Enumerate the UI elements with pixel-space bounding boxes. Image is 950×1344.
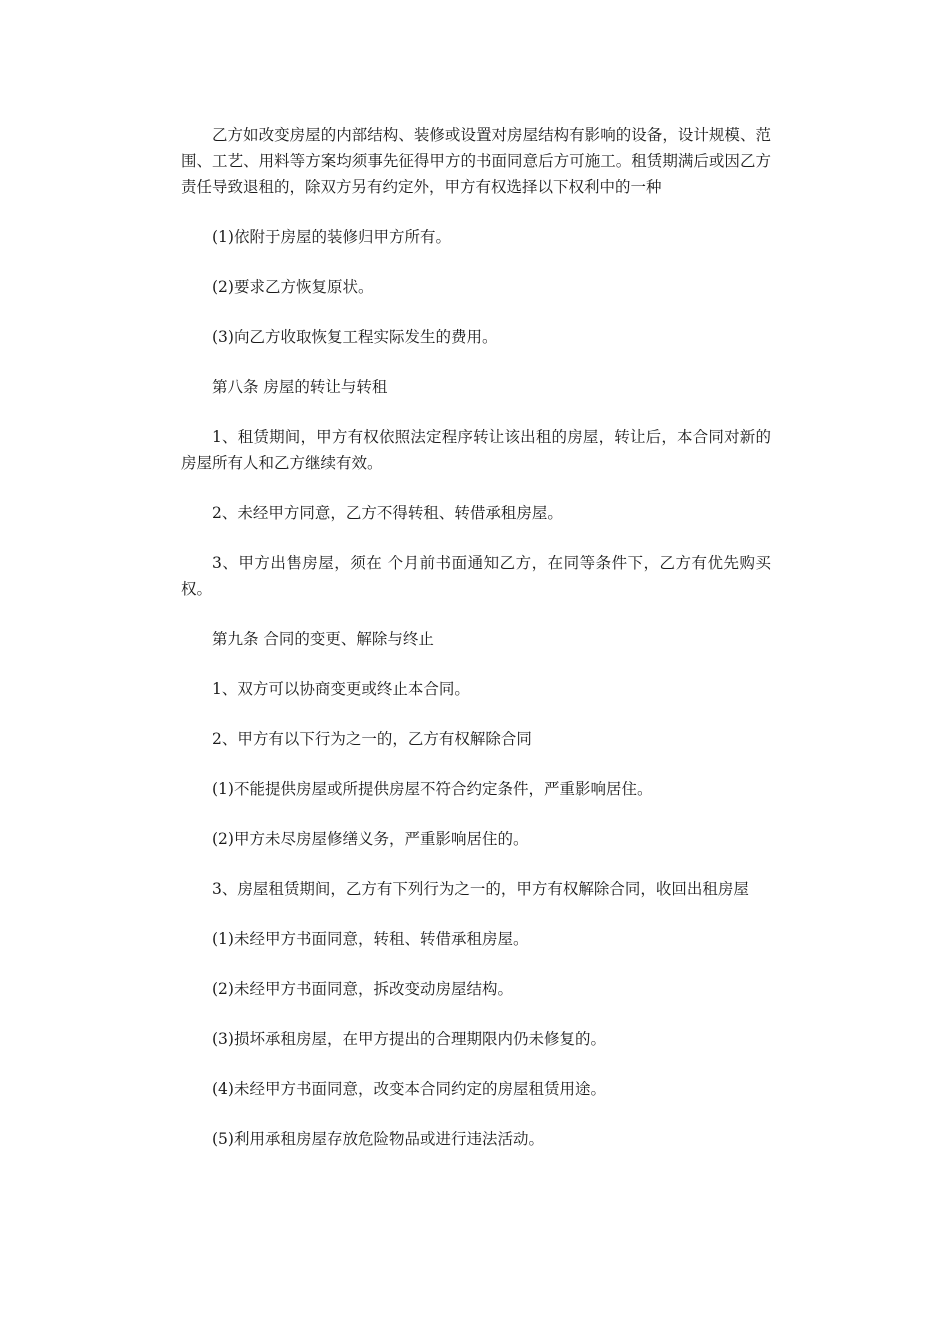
section-heading-article-8: 第八条 房屋的转让与转租 xyxy=(212,378,388,396)
paragraph-item: (1)不能提供房屋或所提供房屋不符合约定条件，严重影响居住。 xyxy=(212,780,653,798)
paragraph-item: (3)损坏承租房屋，在甲方提出的合理期限内仍未修复的。 xyxy=(212,1030,606,1048)
paragraph-clause: 3、房屋租赁期间，乙方有下列行为之一的，甲方有权解除合同，收回出租房屋 xyxy=(212,880,749,898)
paragraph-item: (1)未经甲方书面同意，转租、转借承租房屋。 xyxy=(212,930,529,948)
paragraph-item: (2)甲方未尽房屋修缮义务，严重影响居住的。 xyxy=(212,830,529,848)
paragraph-item: (2)要求乙方恢复原状。 xyxy=(212,278,374,296)
paragraph-item: (1)依附于房屋的装修归甲方所有。 xyxy=(212,228,451,246)
paragraph-item: (5)利用承租房屋存放危险物品或进行违法活动。 xyxy=(212,1130,544,1148)
paragraph-clause: 1、租赁期间，甲方有权依照法定程序转让该出租的房屋，转让后，本合同对新的房屋所有人和乙方继续有效。 xyxy=(181,428,771,472)
paragraph-clause: 3、甲方出售房屋，须在 个月前书面通知乙方，在同等条件下，乙方有优先购买权。 xyxy=(181,554,771,598)
paragraph-clause: 1、双方可以协商变更或终止本合同。 xyxy=(212,680,470,698)
paragraph-item: (4)未经甲方书面同意，改变本合同约定的房屋租赁用途。 xyxy=(212,1080,606,1098)
paragraph-item: (3)向乙方收取恢复工程实际发生的费用。 xyxy=(212,328,498,346)
paragraph-renovation-terms: 乙方如改变房屋的内部结构、装修或设置对房屋结构有影响的设备，设计规模、范围、工艺、用料等方案均须事先征得甲方的书面同意后方可施工。租赁期满后或因乙方责任导致退租的，除双方另有约定外，甲方有权选择以下权利中的一种 xyxy=(181,126,771,196)
paragraph-clause: 2、甲方有以下行为之一的，乙方有权解除合同 xyxy=(212,730,532,748)
paragraph-item: (2)未经甲方书面同意，拆改变动房屋结构。 xyxy=(212,980,513,998)
document-body xyxy=(181,122,771,1176)
paragraph-clause: 2、未经甲方同意，乙方不得转租、转借承租房屋。 xyxy=(212,504,563,522)
section-heading-article-9: 第九条 合同的变更、解除与终止 xyxy=(212,630,434,648)
